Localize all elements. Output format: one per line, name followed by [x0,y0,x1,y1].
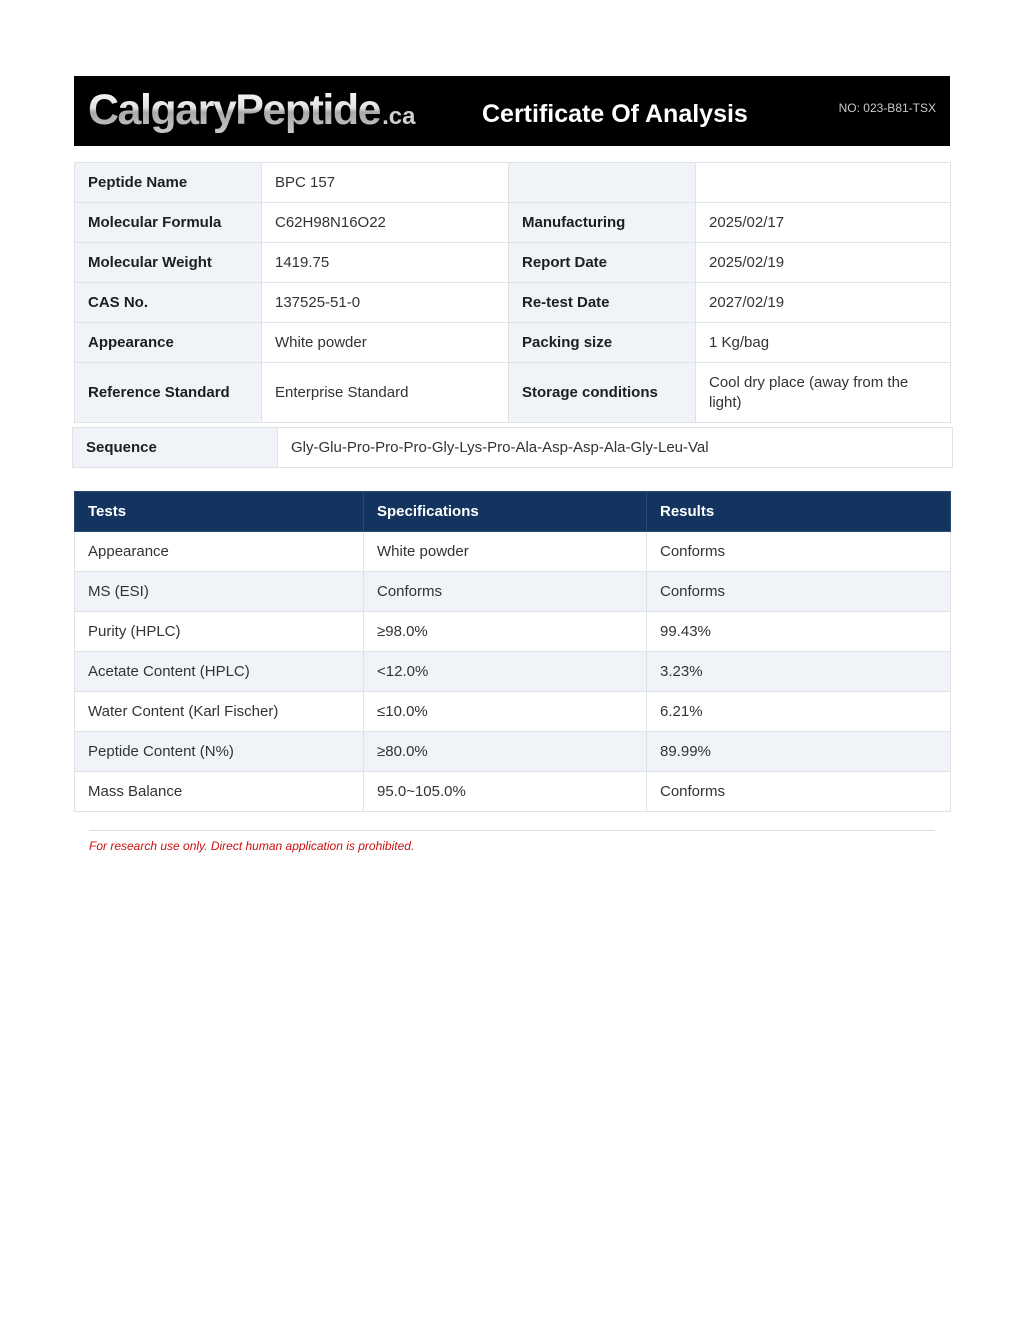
column-header-tests: Tests [75,492,364,532]
research-use-disclaimer: For research use only. Direct human application is prohibited. [89,839,415,853]
test-name: Peptide Content (N%) [75,732,364,772]
test-result: 6.21% [647,692,951,732]
footer-divider [89,830,935,831]
test-specification: White powder [364,532,647,572]
info-label: Molecular Formula [75,203,262,243]
info-row [75,363,951,423]
test-name: Appearance [75,532,364,572]
info-value: BPC 157 [262,163,509,203]
info-value: 137525-51-0 [262,283,509,323]
sequence-row [73,428,953,468]
test-name: MS (ESI) [75,572,364,612]
info-label: Peptide Name [75,163,262,203]
test-row [75,652,951,692]
info-row [75,323,951,363]
document-title: Certificate Of Analysis [482,100,748,128]
info-row [75,163,951,203]
info-label [509,163,696,203]
logo-domain-suffix: .ca [382,103,416,130]
sequence-label: Sequence [73,428,278,468]
sequence-value: Gly-Glu-Pro-Pro-Pro-Gly-Lys-Pro-Ala-Asp-Asp-Ala-Gly-Leu-Val [278,428,953,468]
test-row [75,612,951,652]
product-info-table [74,162,951,423]
info-label: Packing size [509,323,696,363]
sequence-table [72,427,953,468]
test-name: Purity (HPLC) [75,612,364,652]
info-label: Reference Standard [75,363,262,423]
document-header [74,76,950,146]
test-result: Conforms [647,532,951,572]
test-specification: ≥98.0% [364,612,647,652]
info-row [75,283,951,323]
test-row [75,772,951,812]
column-header-specifications: Specifications [364,492,647,532]
test-row [75,692,951,732]
info-value: 2027/02/19 [696,283,951,323]
test-result: 89.99% [647,732,951,772]
info-label: CAS No. [75,283,262,323]
info-value: White powder [262,323,509,363]
info-value: 2025/02/19 [696,243,951,283]
info-value: 1419.75 [262,243,509,283]
test-row [75,732,951,772]
info-label: Storage conditions [509,363,696,423]
test-name: Acetate Content (HPLC) [75,652,364,692]
test-row [75,572,951,612]
info-value: Cool dry place (away from the light) [696,363,951,423]
test-results-table [74,491,951,812]
info-value [696,163,951,203]
info-label: Report Date [509,243,696,283]
calgary-peptide-logo [88,84,415,136]
test-specification: <12.0% [364,652,647,692]
test-result: 99.43% [647,612,951,652]
test-result: 3.23% [647,652,951,692]
test-row [75,532,951,572]
test-specification: Conforms [364,572,647,612]
info-label: Molecular Weight [75,243,262,283]
info-label: Manufacturing [509,203,696,243]
info-row [75,203,951,243]
test-result: Conforms [647,772,951,812]
info-value: C62H98N16O22 [262,203,509,243]
test-result: Conforms [647,572,951,612]
test-specification: 95.0~105.0% [364,772,647,812]
test-name: Mass Balance [75,772,364,812]
info-value: 1 Kg/bag [696,323,951,363]
test-name: Water Content (Karl Fischer) [75,692,364,732]
test-header-row [75,492,951,532]
logo-wordmark: CalgaryPeptide [88,86,381,134]
info-label: Appearance [75,323,262,363]
document-number: NO: 023-B81-TSX [838,101,936,115]
info-value: 2025/02/17 [696,203,951,243]
info-label: Re-test Date [509,283,696,323]
column-header-results: Results [647,492,951,532]
info-row [75,243,951,283]
test-specification: ≥80.0% [364,732,647,772]
info-value: Enterprise Standard [262,363,509,423]
test-specification: ≤10.0% [364,692,647,732]
